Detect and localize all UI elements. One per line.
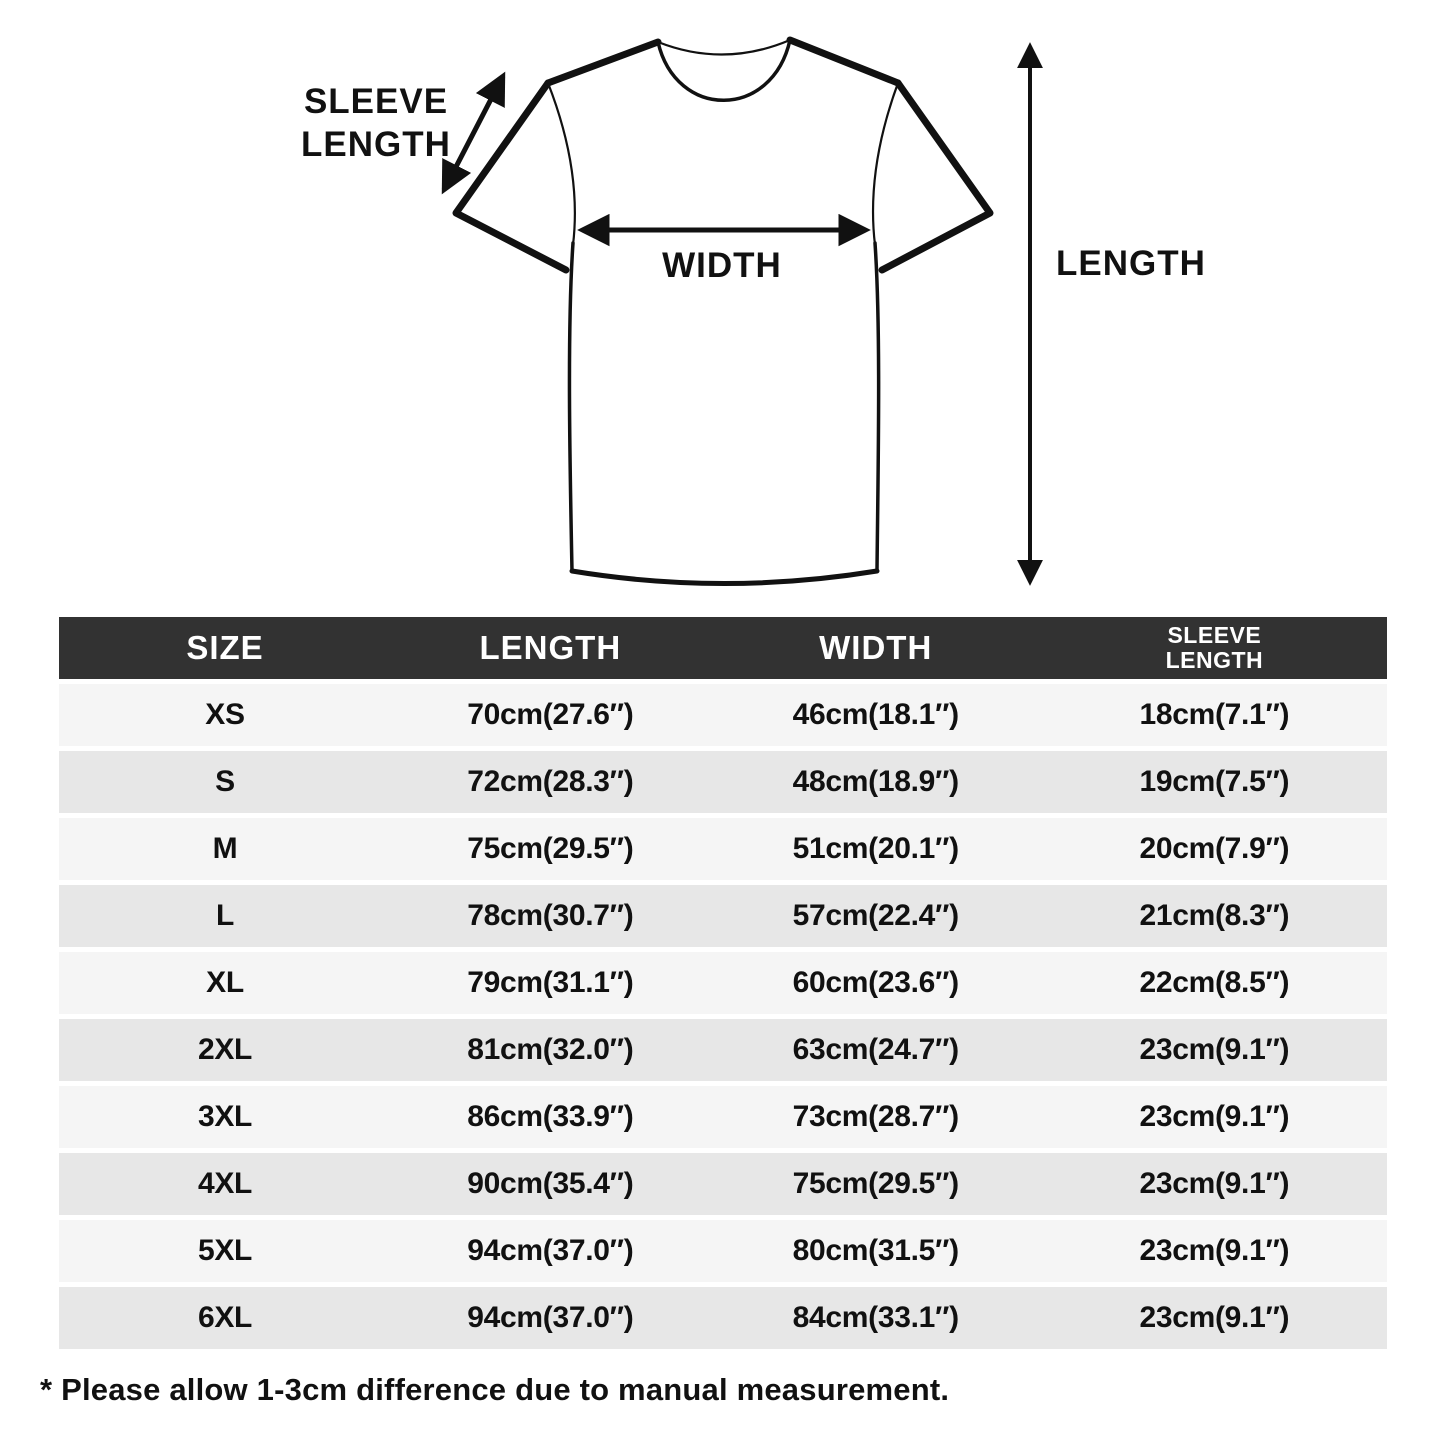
header-size: SIZE: [59, 617, 391, 679]
sleeve-cell: 23cm(9.1″): [1042, 1287, 1387, 1349]
width-cell: 84cm(33.1″): [710, 1287, 1042, 1349]
length-cell: 90cm(35.4″): [391, 1153, 710, 1215]
table-row-s: [59, 751, 1387, 813]
length-cell: 94cm(37.0″): [391, 1220, 710, 1282]
width-cell: 60cm(23.6″): [710, 952, 1042, 1014]
length-cell: 75cm(29.5″): [391, 818, 710, 880]
tshirt-outline: [456, 40, 990, 584]
table-row-xs: [59, 684, 1387, 746]
left-armhole-seam: [548, 83, 575, 245]
width-cell: 48cm(18.9″): [710, 751, 1042, 813]
sleeve-length-label-line2: LENGTH: [301, 125, 451, 164]
sleeve-cell: 22cm(8.5″): [1042, 952, 1387, 1014]
collar-back-line: [658, 40, 790, 55]
right-armhole-seam: [873, 83, 898, 245]
length-cell: 70cm(27.6″): [391, 684, 710, 746]
sleeve-length-arrow: [444, 76, 503, 190]
size-table: [59, 612, 1387, 1354]
length-cell: 78cm(30.7″): [391, 885, 710, 947]
table-row-xl: [59, 952, 1387, 1014]
length-cell: 86cm(33.9″): [391, 1086, 710, 1148]
header-length: LENGTH: [391, 617, 710, 679]
sleeve-cell: 23cm(9.1″): [1042, 1086, 1387, 1148]
table-row-2xl: [59, 1019, 1387, 1081]
table-row-6xl: [59, 1287, 1387, 1349]
sleeve-length-label-line1: SLEEVE: [303, 82, 449, 121]
sleeve-cell: 20cm(7.9″): [1042, 818, 1387, 880]
width-label: WIDTH: [662, 246, 782, 285]
sleeve-cell: 23cm(9.1″): [1042, 1019, 1387, 1081]
size-cell: 6XL: [59, 1287, 391, 1349]
table-row-3xl: [59, 1086, 1387, 1148]
table-row-m: [59, 818, 1387, 880]
length-cell: 72cm(28.3″): [391, 751, 710, 813]
length-label: LENGTH: [1056, 244, 1206, 283]
table-header-row: [59, 617, 1387, 679]
size-cell: 4XL: [59, 1153, 391, 1215]
length-cell: 81cm(32.0″): [391, 1019, 710, 1081]
header-sleeve-length-text: SLEEVE LENGTH: [1165, 621, 1264, 673]
size-cell: XL: [59, 952, 391, 1014]
header-sleeve-length: [1042, 617, 1387, 679]
measurement-disclaimer: * Please allow 1-3cm difference due to manual measurement.: [40, 1372, 950, 1407]
width-cell: 57cm(22.4″): [710, 885, 1042, 947]
sleeve-cell: 23cm(9.1″): [1042, 1153, 1387, 1215]
table-row-4xl: [59, 1153, 1387, 1215]
size-cell: XS: [59, 684, 391, 746]
sleeve-cell: 19cm(7.5″): [1042, 751, 1387, 813]
right-side-seam: [875, 243, 879, 571]
length-cell: 79cm(31.1″): [391, 952, 710, 1014]
size-cell: 5XL: [59, 1220, 391, 1282]
width-cell: 63cm(24.7″): [710, 1019, 1042, 1081]
tshirt-measurement-diagram: [0, 0, 1445, 612]
right-sleeve-outline: [882, 83, 990, 270]
left-shoulder-line: [548, 42, 658, 83]
width-cell: 73cm(28.7″): [710, 1086, 1042, 1148]
table-row-5xl: [59, 1220, 1387, 1282]
width-cell: 46cm(18.1″): [710, 684, 1042, 746]
right-shoulder-line: [790, 40, 898, 83]
width-cell: 75cm(29.5″): [710, 1153, 1042, 1215]
length-cell: 94cm(37.0″): [391, 1287, 710, 1349]
sleeve-cell: 18cm(7.1″): [1042, 684, 1387, 746]
left-sleeve-outline: [456, 83, 566, 270]
size-cell: L: [59, 885, 391, 947]
size-cell: M: [59, 818, 391, 880]
sleeve-cell: 23cm(9.1″): [1042, 1220, 1387, 1282]
size-cell: 3XL: [59, 1086, 391, 1148]
bottom-hem-line: [572, 571, 877, 584]
size-cell: S: [59, 751, 391, 813]
width-cell: 80cm(31.5″): [710, 1220, 1042, 1282]
sleeve-cell: 21cm(8.3″): [1042, 885, 1387, 947]
table-row-l: [59, 885, 1387, 947]
width-cell: 51cm(20.1″): [710, 818, 1042, 880]
size-cell: 2XL: [59, 1019, 391, 1081]
left-side-seam: [569, 243, 573, 571]
header-width: WIDTH: [710, 617, 1042, 679]
